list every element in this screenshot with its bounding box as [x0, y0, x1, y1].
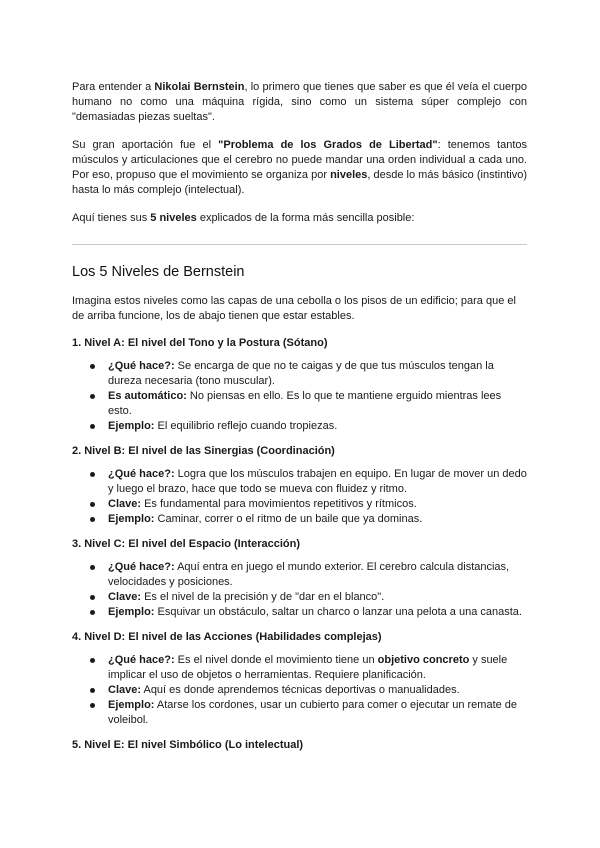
- bullet-dot-icon: [90, 610, 95, 615]
- level-heading: 1. Nivel A: El nivel del Tono y la Postura (Sótano): [72, 337, 328, 349]
- level-bullet-list: [72, 467, 527, 527]
- level-heading: 2. Nivel B: El nivel de las Sinergias (Coordinación): [72, 445, 335, 457]
- bullet-dot-icon: [90, 364, 95, 369]
- bullet-text: Aquí es donde aprendemos técnicas deportivas o manualidades.: [141, 684, 460, 696]
- horizontal-divider: [72, 244, 527, 245]
- level-bullet-list: [72, 560, 527, 620]
- bullet-dot-icon: [90, 688, 95, 693]
- document-content: [72, 80, 527, 761]
- bullet-item: [108, 389, 527, 419]
- bullet-label: Clave:: [108, 684, 142, 696]
- bold-term: "Problema de los Grados de Libertad": [218, 139, 438, 151]
- bullet-dot-icon: [90, 595, 95, 600]
- bullet-dot-icon: [90, 517, 95, 522]
- bullet-text: El equilibrio reflejo cuando tropiezas.: [154, 420, 338, 432]
- bullet-text: Es el nivel donde el movimiento tiene un: [174, 654, 378, 666]
- levels-list: [72, 336, 527, 753]
- bullet-item: [108, 497, 527, 512]
- bullet-item: [108, 359, 527, 389]
- bullet-text: Es fundamental para movimientos repetitivos y rítmicos.: [141, 498, 417, 510]
- level-bullet-list: [72, 359, 527, 434]
- bullet-item: [108, 605, 527, 620]
- bold-term: niveles: [330, 169, 368, 181]
- level-bullet-list: [72, 653, 527, 728]
- bullet-item: [108, 512, 527, 527]
- level-heading: 5. Nivel E: El nivel Simbólico (Lo intelectual): [72, 739, 304, 751]
- bullet-item: [108, 683, 527, 698]
- bullet-text: Se encarga de que no te caigas y de que tus músculos tengan la dureza necesaria (tono muscular).: [108, 360, 494, 387]
- bullet-text: No piensas en ello. Es lo que te mantiene erguido mientras lees esto.: [108, 390, 502, 417]
- intro-paragraph-1: [72, 80, 527, 125]
- level-section: [72, 738, 527, 753]
- bullet-text: Caminar, correr o el ritmo de un baile que ya dominas.: [154, 513, 423, 525]
- level-section: [72, 537, 527, 620]
- level-heading: 3. Nivel C: El nivel del Espacio (Interacción): [72, 538, 301, 550]
- bullet-label: Clave:: [108, 591, 142, 603]
- text-span: Para entender a: [72, 81, 155, 93]
- bullet-label: ¿Qué hace?:: [108, 360, 175, 372]
- intro-paragraph-2: [72, 138, 527, 198]
- level-section: [72, 630, 527, 728]
- bullet-label: Es automático:: [108, 390, 187, 402]
- bullet-item: [108, 653, 527, 683]
- bullet-dot-icon: [90, 472, 95, 477]
- bullet-label: Ejemplo:: [108, 513, 155, 525]
- intro-paragraph-3: [72, 211, 527, 226]
- level-section: [72, 336, 527, 434]
- bullet-dot-icon: [90, 424, 95, 429]
- text-span: : tenemos tantos músculos y articulaciones que el cerebro no puede mandar una orden individual a cada uno. Por eso, propuso que el movimiento se organiza por: [72, 139, 527, 181]
- bullet-text: Esquivar un obstáculo, saltar un charco o lanzar una pelota a una canasta.: [154, 606, 522, 618]
- section-title: Los 5 Niveles de Bernstein: [72, 264, 245, 280]
- bullet-item: [108, 560, 527, 590]
- bullet-text: Logra que los músculos trabajen en equipo. En lugar de mover un dedo y luego el brazo, hace que todo se mueva con fluidez y ritmo.: [108, 468, 527, 495]
- bullet-text: y suele implicar el uso de objetos o herramientas. Requiere planificación.: [108, 654, 508, 681]
- bullet-dot-icon: [90, 565, 95, 570]
- text-span: , lo primero que tienes que saber es que él veía el cuerpo humano no como una máquina rígida, sino como un sistema súper complejo con "demasiadas piezas sueltas".: [72, 81, 527, 123]
- text-span: Su gran aportación fue el: [72, 139, 219, 151]
- bullet-label: ¿Qué hace?:: [108, 468, 175, 480]
- bullet-item: [108, 698, 527, 728]
- bullet-item: [108, 467, 527, 497]
- section-lead-paragraph: Imagina estos niveles como las capas de una cebolla o los pisos de un edificio; para que el de arriba funcione, los de abajo tienen que estar estables.: [72, 295, 516, 322]
- bullet-label: Clave:: [108, 498, 142, 510]
- text-span: explicados de la forma más sencilla posible:: [196, 212, 415, 224]
- bullet-dot-icon: [90, 394, 95, 399]
- bullet-text: Aquí entra en juego el mundo exterior. El cerebro calcula distancias, velocidades y posiciones.: [108, 561, 510, 588]
- bullet-label: Ejemplo:: [108, 699, 155, 711]
- bullet-item: [108, 419, 527, 434]
- bullet-dot-icon: [90, 703, 95, 708]
- bullet-label: ¿Qué hace?:: [108, 654, 175, 666]
- level-heading: 4. Nivel D: El nivel de las Acciones (Habilidades complejas): [72, 631, 382, 643]
- bullet-label: Ejemplo:: [108, 420, 155, 432]
- text-span: , desde lo más básico (instintivo) hasta lo más complejo (intelectual).: [72, 169, 527, 196]
- bullet-text: Es el nivel de la precisión y de "dar en el blanco".: [141, 591, 385, 603]
- bold-term: 5 niveles: [150, 212, 197, 224]
- level-section: [72, 444, 527, 527]
- bold-name: Nikolai Bernstein: [154, 81, 245, 93]
- bullet-text: Atarse los cordones, usar un cubierto para comer o ejecutar un remate de voleibol.: [108, 699, 518, 726]
- bullet-item: [108, 590, 527, 605]
- bullet-label: ¿Qué hace?:: [108, 561, 175, 573]
- bullet-label: Ejemplo:: [108, 606, 155, 618]
- text-span: Aquí tienes sus: [72, 212, 151, 224]
- bullet-dot-icon: [90, 658, 95, 663]
- bullet-bold-term: objetivo concreto: [377, 654, 470, 666]
- bullet-dot-icon: [90, 502, 95, 507]
